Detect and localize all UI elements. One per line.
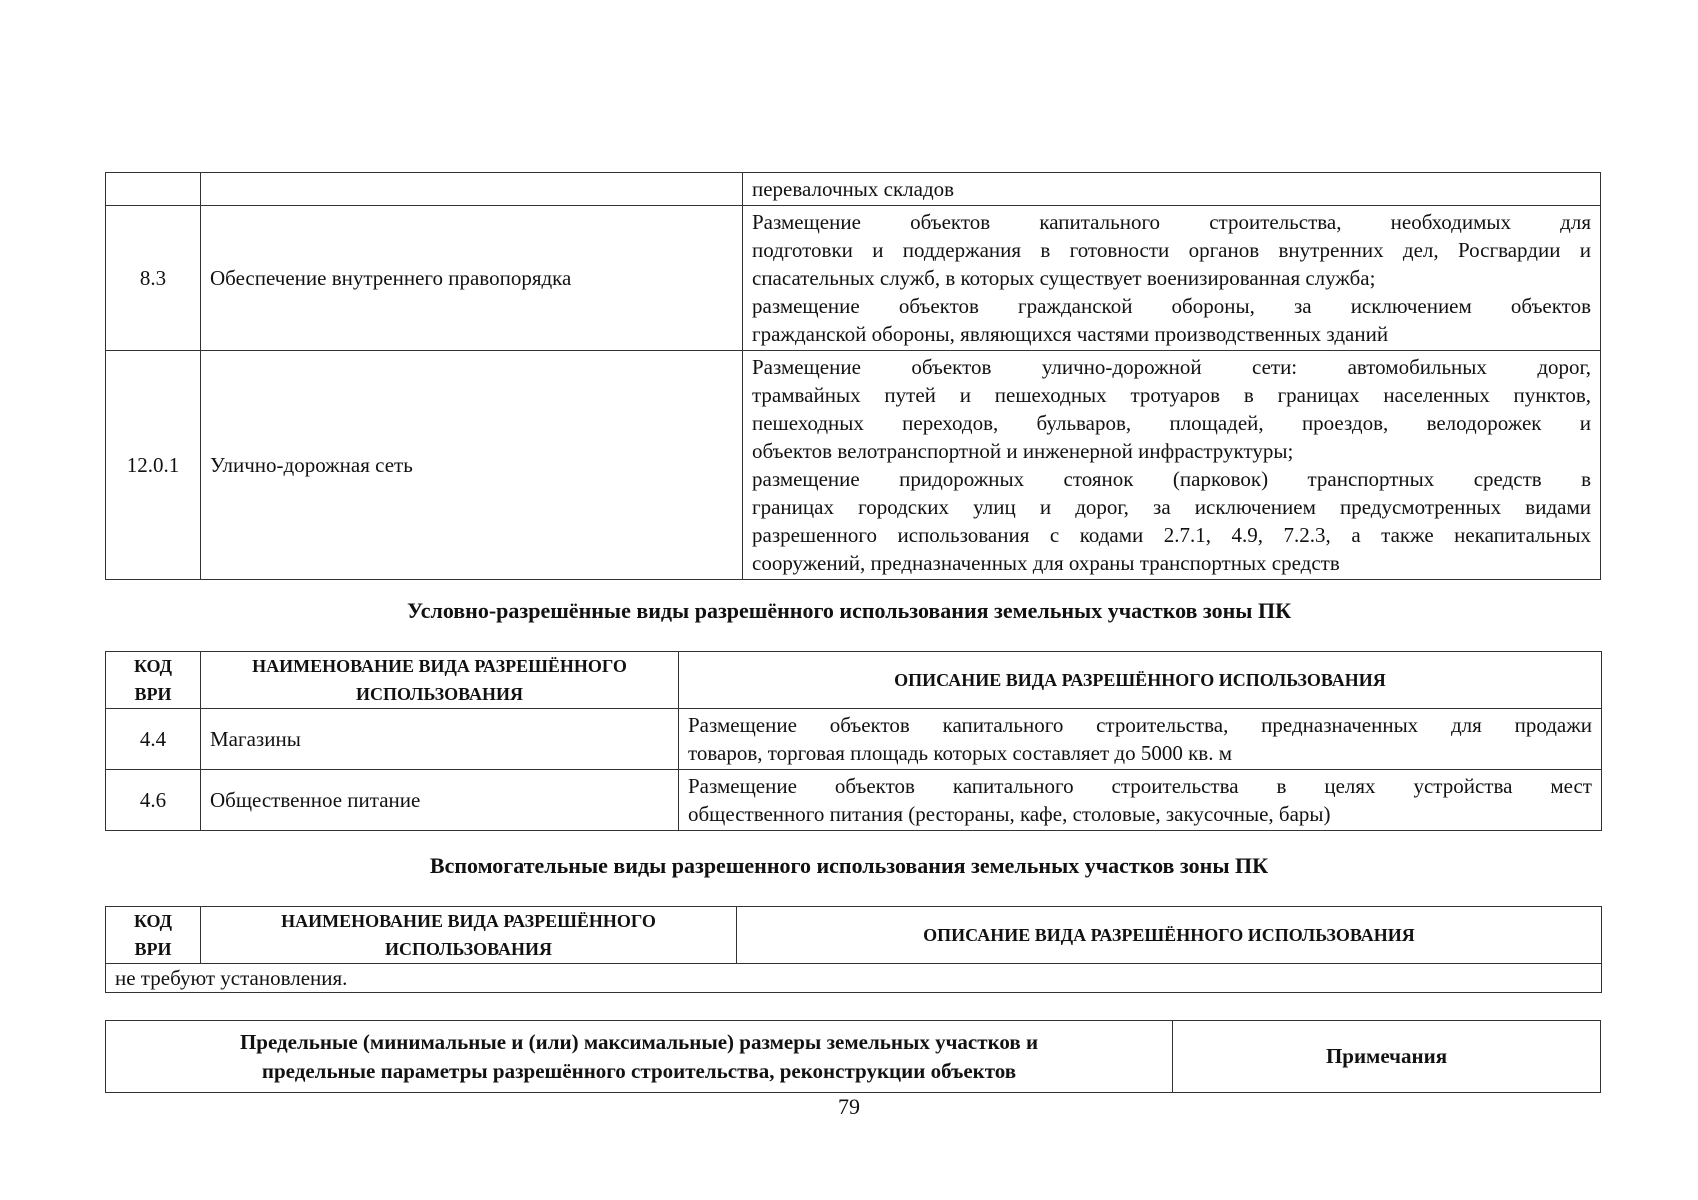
code-header-line2: ВРИ <box>134 939 172 959</box>
description-line: Размещение объектов капитального строительства, необходимых для <box>752 210 1591 234</box>
limits-header-line1: Предельные (минимальные и (или) максимальные) размеры земельных участков и <box>239 1029 1039 1054</box>
page-number: 79 <box>838 1094 860 1119</box>
table-header-row <box>106 652 1602 709</box>
name-cell: Улично-дорожная сеть <box>201 351 743 580</box>
code-header <box>106 907 201 964</box>
description-line: общественного питания (рестораны, кафе, столовые, закусочные, бары) <box>688 802 1331 826</box>
description-line: спасательных служб, в которых существует военизированная служба; <box>752 266 1376 290</box>
description-header: ОПИСАНИЕ ВИДА РАЗРЕШЁННОГО ИСПОЛЬЗОВАНИЯ <box>679 652 1602 709</box>
code-cell: 8.3 <box>106 206 201 351</box>
table-row <box>106 173 1601 206</box>
code-cell: 12.0.1 <box>106 351 201 580</box>
code-cell: 4.4 <box>106 709 201 770</box>
auxiliary-section-title: Вспомогательные виды разрешенного использования земельных участков зоны ПК <box>429 853 1269 878</box>
table-row <box>106 770 1602 831</box>
description-line: Размещение объектов улично-дорожной сети: автомобильных дорог, <box>752 355 1591 379</box>
table-header-row <box>106 1021 1601 1093</box>
name-cell <box>201 173 743 206</box>
name-header-line2: ИСПОЛЬЗОВАНИЯ <box>384 939 553 959</box>
table-header-row <box>106 907 1602 964</box>
description-cell <box>743 206 1601 351</box>
table-row <box>106 964 1602 993</box>
description-cell <box>743 351 1601 580</box>
code-cell: 4.6 <box>106 770 201 831</box>
description-cell <box>743 173 1601 206</box>
description-line: перевалочных складов <box>752 177 955 201</box>
table-row <box>106 351 1601 580</box>
code-header-line2: ВРИ <box>134 684 172 704</box>
description-line: объектов велотранспортной и инженерной инфраструктуры; <box>752 439 1294 463</box>
name-header-line2: ИСПОЛЬЗОВАНИЯ <box>355 684 524 704</box>
auxiliary-note: не требуют установления. <box>106 964 1602 993</box>
name-header <box>201 907 737 964</box>
name-header <box>201 652 679 709</box>
description-line: гражданской обороны, являющихся частями производственных зданий <box>752 322 1389 346</box>
table-row <box>106 709 1602 770</box>
description-header: ОПИСАНИЕ ВИДА РАЗРЕШЁННОГО ИСПОЛЬЗОВАНИЯ <box>737 907 1602 964</box>
permitted-use-table <box>105 172 1601 580</box>
description-line: трамвайных путей и пешеходных тротуаров в границах населенных пунктов, <box>752 383 1591 407</box>
description-line: размещение объектов гражданской обороны, за исключением объектов <box>752 294 1591 318</box>
table-row <box>106 206 1601 351</box>
description-line: сооружений, предназначенных для охраны транспортных средств <box>752 551 1340 575</box>
code-header <box>106 652 201 709</box>
description-cell <box>679 770 1602 831</box>
limits-header-line2: предельные параметры разрешённого строительства, реконструкции объектов <box>261 1058 1017 1083</box>
description-line: пешеходных переходов, бульваров, площадей, проездов, велодорожек и <box>752 411 1591 435</box>
description-line: Размещение объектов капитального строительства в целях устройства мест <box>688 774 1592 798</box>
description-line: размещение придорожных стоянок (парковок) транспортных средств в <box>752 467 1591 491</box>
name-header-line1: НАИМЕНОВАНИЕ ВИДА РАЗРЕШЁННОГО <box>252 656 627 676</box>
description-line: разрешенного использования с кодами 2.7.1, 4.9, 7.2.3, а также некапитальных <box>752 523 1591 547</box>
auxiliary-use-table <box>105 906 1602 993</box>
conditional-section-title: Условно-разрешённые виды разрешённого использования земельных участков зоны ПК <box>406 598 1292 623</box>
name-cell: Обеспечение внутреннего правопорядка <box>201 206 743 351</box>
description-line: товаров, торговая площадь которых составляет до 5000 кв. м <box>688 741 1233 765</box>
code-cell <box>106 173 201 206</box>
name-cell: Магазины <box>201 709 679 770</box>
limits-header <box>106 1021 1173 1093</box>
description-line: Размещение объектов капитального строительства, предназначенных для продажи <box>688 713 1592 737</box>
name-header-line1: НАИМЕНОВАНИЕ ВИДА РАЗРЕШЁННОГО <box>281 911 656 931</box>
description-line: границах городских улиц и дорог, за исключением предусмотренных видами <box>752 495 1591 519</box>
code-header-line1: КОД <box>133 656 173 676</box>
conditional-use-table <box>105 651 1602 831</box>
limits-table <box>105 1020 1601 1093</box>
name-cell: Общественное питание <box>201 770 679 831</box>
description-line: подготовки и поддержания в готовности органов внутренних дел, Росгвардии и <box>752 238 1591 262</box>
description-cell <box>679 709 1602 770</box>
code-header-line1: КОД <box>133 911 173 931</box>
notes-header: Примечания <box>1173 1021 1601 1093</box>
